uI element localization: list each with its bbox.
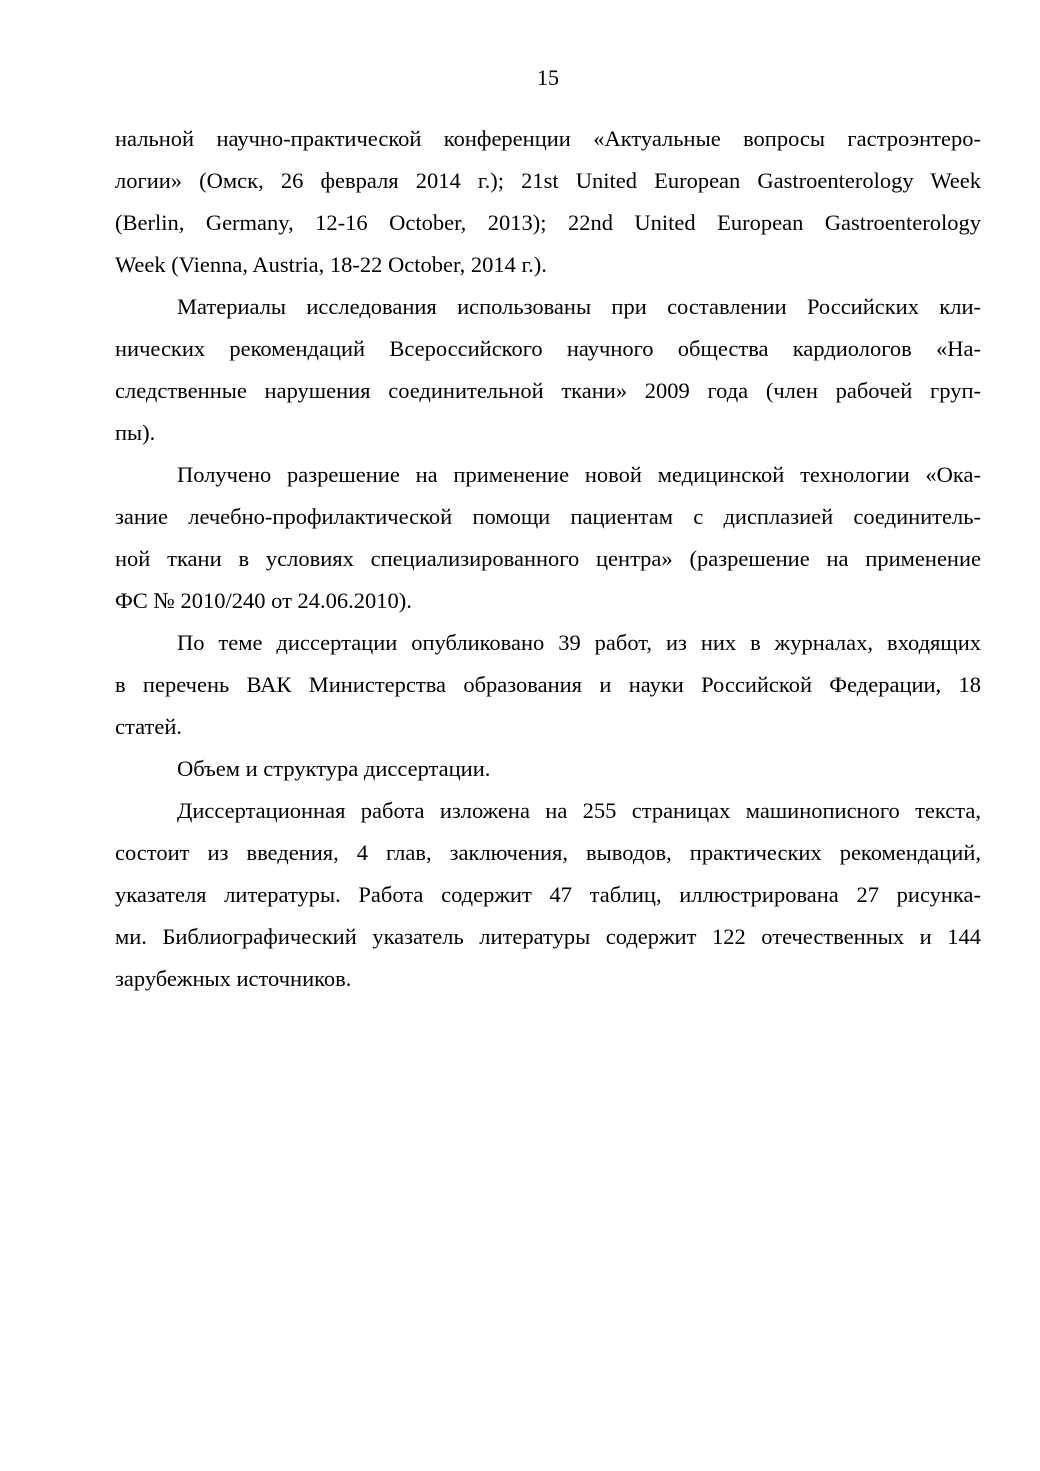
text-line: пы). bbox=[115, 420, 156, 445]
text-line: ми. Библиографический указатель литературы содержит 122 отечественных и 144 bbox=[115, 924, 981, 949]
text-line: статей. bbox=[115, 714, 182, 739]
text-line: Получено разрешение на применение новой медицинской технологии «Ока- bbox=[177, 462, 981, 487]
text-line: Материалы исследования использованы при составлении Российских кли- bbox=[177, 294, 981, 319]
paragraph-clinical-guidelines bbox=[115, 286, 981, 454]
text-line: ФС № 2010/240 от 24.06.2010). bbox=[115, 588, 412, 613]
paragraph-conferences bbox=[115, 118, 981, 286]
body-text bbox=[115, 118, 981, 1000]
text-line: зарубежных источников. bbox=[115, 966, 352, 991]
paragraph-publications bbox=[115, 622, 981, 748]
paragraph-structure-heading bbox=[115, 748, 981, 790]
text-line: Объем и структура диссертации. bbox=[177, 756, 491, 781]
text-line: По теме диссертации опубликовано 39 работ, из них в журналах, входящих bbox=[177, 630, 981, 655]
text-line: зание лечебно-профилактической помощи пациентам с дисплазией соединитель- bbox=[115, 504, 981, 529]
text-line: нальной научно-практической конференции «Актуальные вопросы гастроэнтеро- bbox=[115, 126, 981, 151]
text-line: (Berlin, Germany, 12-16 October, 2013); 22nd United European Gastroenterology bbox=[115, 210, 981, 235]
text-line: Week (Vienna, Austria, 18-22 October, 2014 г.). bbox=[115, 252, 547, 277]
page-number: 15 bbox=[537, 65, 559, 90]
text-line: состоит из введения, 4 глав, заключения, выводов, практических рекомендаций, bbox=[115, 840, 981, 865]
text-line: нических рекомендаций Всероссийского научного общества кардиологов «На- bbox=[115, 336, 981, 361]
text-line: следственные нарушения соединительной ткани» 2009 года (член рабочей груп- bbox=[115, 378, 981, 403]
text-line: указателя литературы. Работа содержит 47 таблиц, иллюстрирована 27 рисунка- bbox=[115, 882, 981, 907]
text-line: Диссертационная работа изложена на 255 страницах машинописного текста, bbox=[177, 798, 981, 823]
text-line: в перечень ВАК Министерства образования и науки Российской Федерации, 18 bbox=[115, 672, 981, 697]
paragraph-structure bbox=[115, 790, 981, 1000]
text-line: ной ткани в условиях специализированного центра» (разрешение на применение bbox=[115, 546, 981, 571]
text-line: логии» (Омск, 26 февраля 2014 г.); 21st United European Gastroenterology Week bbox=[115, 168, 981, 193]
paragraph-medical-technology bbox=[115, 454, 981, 622]
